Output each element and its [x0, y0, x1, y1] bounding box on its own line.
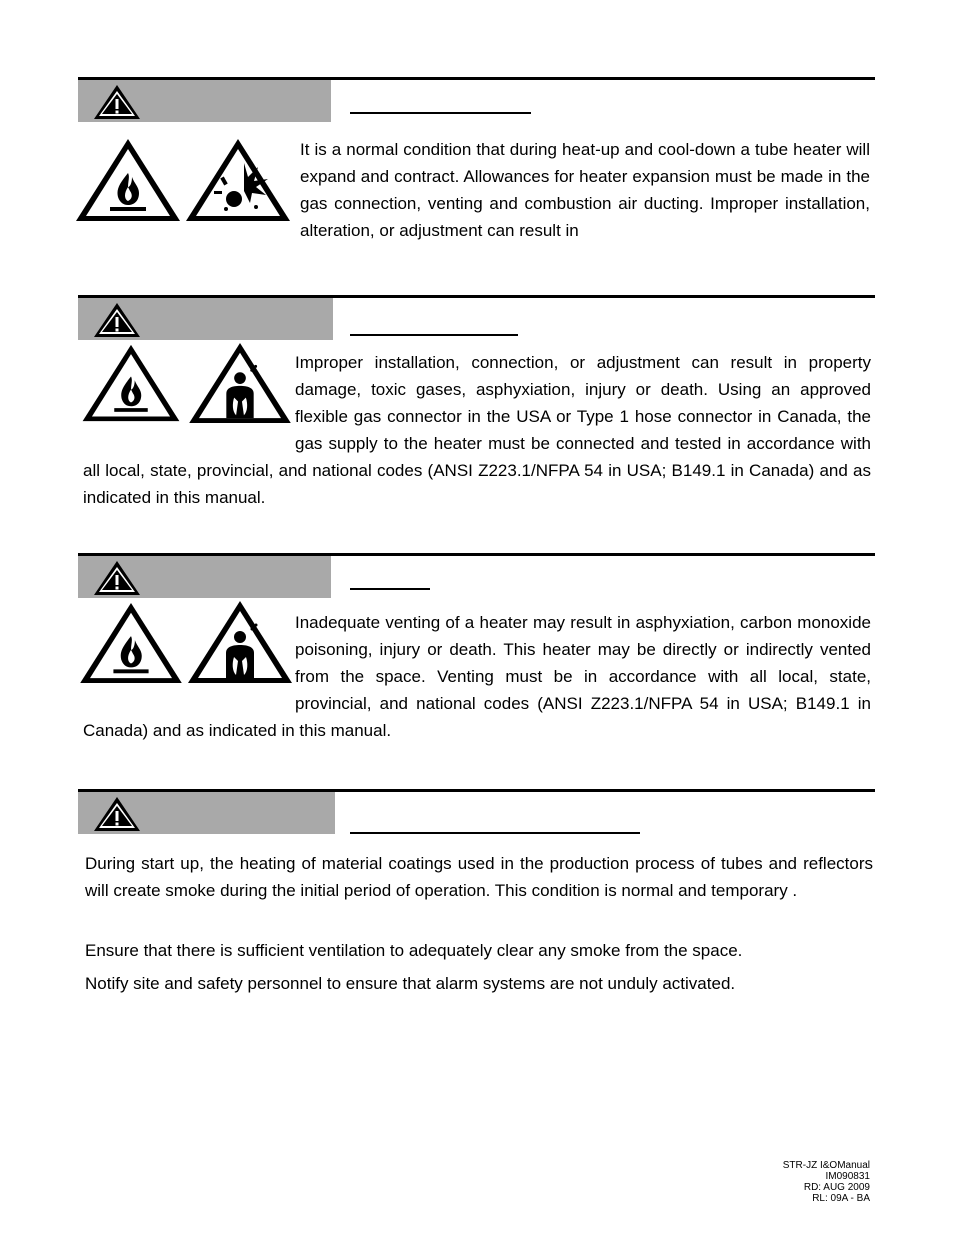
- warning-block-smoke: [78, 789, 875, 849]
- flammable-icon: [74, 137, 182, 223]
- warning-text: It is a normal condition that during heat-up and cool-down a tube heater will expand and contract. Allowances for heater expansion must be made in the gas connection, venting and combustion air ducting. Improper installation, alteration, or adjustment can result in: [300, 140, 870, 240]
- warning-title-line: [350, 588, 430, 590]
- paragraph-ventilation: Ensure that there is sufficient ventilation to adequately clear any smoke from the space.: [85, 941, 743, 960]
- footer-revision-date: RD: AUG 2009: [803, 1182, 870, 1193]
- footer-manual-name: STR-JZ I&OManual: [782, 1160, 870, 1171]
- warning-title-line: [350, 334, 518, 336]
- paragraph-notify: Notify site and safety personnel to ensure that alarm systems are not unduly activated.: [85, 974, 736, 993]
- document-footer: [783, 1160, 870, 1204]
- warning-text-wrap: [83, 349, 871, 511]
- warning-triangle-icon: [92, 301, 142, 339]
- warning-title-line: [350, 832, 640, 834]
- paragraph-startup: During start up, the heating of material coatings used in the production process of tubes and reflectors will create smoke during the initial period of operation. This condition is normal and temporary .: [85, 854, 873, 900]
- explosive-icon: [184, 137, 292, 223]
- warning-text: Improper installation, connection, or adjustment can result in property damage, toxic gases, asphyxiation, injury or death. Using an approved flexible gas connector in the USA or Type 1 hose connector in Canada, the gas supply to the heater must be connected and tested in accordance with all local, state, provincial, and national codes (ANSI Z223.1/NFPA 54 in USA; B149.1 in Canada) and as indicated in this manual.: [83, 353, 871, 507]
- warning-triangle-icon: [92, 795, 142, 833]
- warning-text-wrap: [83, 609, 871, 744]
- footer-release: RL: 09A - BA: [812, 1193, 870, 1204]
- warning-block-venting: [78, 553, 875, 753]
- warning-block-gas-connection: [78, 295, 875, 515]
- footer-doc-number: IM090831: [825, 1171, 870, 1182]
- warning-triangle-icon: [92, 83, 142, 121]
- warning-banner: [78, 80, 331, 122]
- warning-block-expansion: [78, 77, 875, 257]
- warning-title-line: [350, 112, 531, 114]
- warning-triangle-icon: [92, 559, 142, 597]
- warning-banner: [78, 298, 333, 340]
- warning-banner: [78, 556, 331, 598]
- warning-text: Inadequate venting of a heater may result in asphyxiation, carbon monoxide poisoning, injury or death. This heater may be directly or indirectly vented from the space. Venting must be in accordance with all local, state, provincial, and national codes (ANSI Z223.1/NFPA 54 in USA; B149.1 in Canada) and as indicated in this manual.: [83, 613, 871, 740]
- warning-banner: [78, 792, 335, 834]
